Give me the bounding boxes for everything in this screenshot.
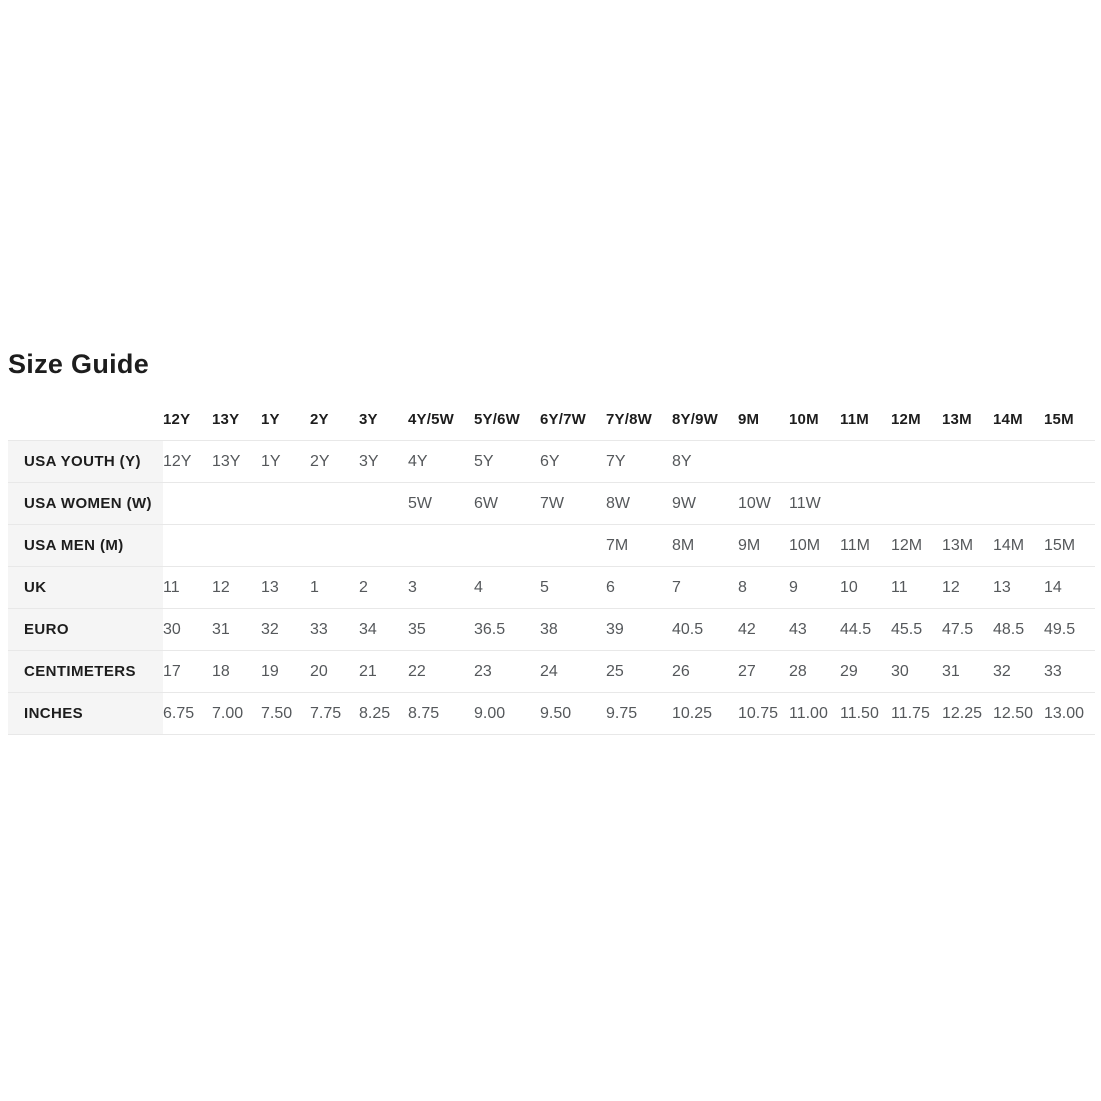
size-cell: 11 — [891, 567, 942, 609]
size-cell: 1 — [310, 567, 359, 609]
size-cell: 8W — [606, 483, 672, 525]
size-cell: 9 — [789, 567, 840, 609]
size-cell: 4 — [474, 567, 540, 609]
size-cell: 11 — [163, 567, 212, 609]
size-cell — [1044, 483, 1095, 525]
size-cell: 6Y — [540, 441, 606, 483]
size-cell: 26 — [672, 651, 738, 693]
column-header: 13M — [942, 399, 993, 441]
size-cell: 6W — [474, 483, 540, 525]
size-cell — [359, 483, 408, 525]
size-cell: 5W — [408, 483, 474, 525]
size-cell: 6 — [606, 567, 672, 609]
size-cell — [408, 525, 474, 567]
size-cell — [738, 441, 789, 483]
table-row — [8, 441, 1095, 483]
header-row — [8, 399, 1095, 441]
size-cell: 15M — [1044, 525, 1095, 567]
size-cell: 11.75 — [891, 693, 942, 735]
row-label: USA WOMEN (W) — [8, 483, 163, 525]
size-cell: 12.50 — [993, 693, 1044, 735]
column-header: 13Y — [212, 399, 261, 441]
column-header: 1Y — [261, 399, 310, 441]
size-cell: 47.5 — [942, 609, 993, 651]
row-label: INCHES — [8, 693, 163, 735]
size-cell: 12 — [942, 567, 993, 609]
size-cell: 45.5 — [891, 609, 942, 651]
size-cell: 42 — [738, 609, 789, 651]
size-cell: 20 — [310, 651, 359, 693]
table-body — [8, 441, 1095, 735]
size-cell: 39 — [606, 609, 672, 651]
size-cell — [163, 525, 212, 567]
column-header: 11M — [840, 399, 891, 441]
column-header: 4Y/5W — [408, 399, 474, 441]
size-cell — [789, 441, 840, 483]
size-cell: 21 — [359, 651, 408, 693]
size-cell: 7M — [606, 525, 672, 567]
size-cell — [891, 483, 942, 525]
corner-cell — [8, 399, 163, 441]
table-row — [8, 693, 1095, 735]
size-guide-table — [8, 399, 1095, 735]
size-cell: 3 — [408, 567, 474, 609]
size-cell: 5Y — [474, 441, 540, 483]
column-header: 7Y/8W — [606, 399, 672, 441]
size-cell: 12.25 — [942, 693, 993, 735]
size-cell: 1Y — [261, 441, 310, 483]
size-cell: 36.5 — [474, 609, 540, 651]
column-header: 5Y/6W — [474, 399, 540, 441]
size-cell: 48.5 — [993, 609, 1044, 651]
size-cell: 33 — [310, 609, 359, 651]
size-cell: 18 — [212, 651, 261, 693]
size-cell: 31 — [212, 609, 261, 651]
size-cell: 9.50 — [540, 693, 606, 735]
column-header: 12Y — [163, 399, 212, 441]
size-cell: 25 — [606, 651, 672, 693]
size-cell: 8.25 — [359, 693, 408, 735]
size-cell — [840, 483, 891, 525]
size-cell: 13 — [993, 567, 1044, 609]
size-cell: 7.75 — [310, 693, 359, 735]
size-cell: 23 — [474, 651, 540, 693]
size-cell: 11M — [840, 525, 891, 567]
size-cell — [163, 483, 212, 525]
size-cell: 12 — [212, 567, 261, 609]
column-header: 2Y — [310, 399, 359, 441]
size-cell — [212, 525, 261, 567]
size-cell — [310, 525, 359, 567]
size-cell: 10 — [840, 567, 891, 609]
size-cell — [212, 483, 261, 525]
size-cell — [942, 483, 993, 525]
size-cell — [261, 483, 310, 525]
size-cell: 32 — [261, 609, 310, 651]
page-title: Size Guide — [8, 349, 150, 379]
size-cell: 38 — [540, 609, 606, 651]
size-cell: 11W — [789, 483, 840, 525]
size-cell — [540, 525, 606, 567]
column-header: 10M — [789, 399, 840, 441]
table-row — [8, 567, 1095, 609]
size-cell — [891, 441, 942, 483]
size-cell: 9.00 — [474, 693, 540, 735]
size-cell: 5 — [540, 567, 606, 609]
size-cell: 12Y — [163, 441, 212, 483]
size-cell: 49.5 — [1044, 609, 1095, 651]
size-cell: 32 — [993, 651, 1044, 693]
table-row — [8, 483, 1095, 525]
size-cell: 24 — [540, 651, 606, 693]
row-label: UK — [8, 567, 163, 609]
size-cell — [474, 525, 540, 567]
size-cell — [359, 525, 408, 567]
size-cell: 17 — [163, 651, 212, 693]
size-cell: 9W — [672, 483, 738, 525]
table-row — [8, 525, 1095, 567]
size-cell: 29 — [840, 651, 891, 693]
size-cell: 43 — [789, 609, 840, 651]
size-cell: 33 — [1044, 651, 1095, 693]
size-cell: 31 — [942, 651, 993, 693]
size-cell: 6.75 — [163, 693, 212, 735]
column-header: 6Y/7W — [540, 399, 606, 441]
size-cell: 30 — [163, 609, 212, 651]
row-label: USA YOUTH (Y) — [8, 441, 163, 483]
row-label: CENTIMETERS — [8, 651, 163, 693]
size-cell: 34 — [359, 609, 408, 651]
size-cell: 13M — [942, 525, 993, 567]
column-header: 9M — [738, 399, 789, 441]
size-cell: 22 — [408, 651, 474, 693]
row-label: USA MEN (M) — [8, 525, 163, 567]
size-cell: 27 — [738, 651, 789, 693]
size-cell: 10.75 — [738, 693, 789, 735]
column-header: 3Y — [359, 399, 408, 441]
size-cell: 7Y — [606, 441, 672, 483]
size-cell: 7W — [540, 483, 606, 525]
size-cell — [1044, 441, 1095, 483]
size-cell: 28 — [789, 651, 840, 693]
size-cell: 2 — [359, 567, 408, 609]
size-cell: 10W — [738, 483, 789, 525]
size-cell: 11.00 — [789, 693, 840, 735]
size-cell: 19 — [261, 651, 310, 693]
column-header: 12M — [891, 399, 942, 441]
size-cell: 13.00 — [1044, 693, 1095, 735]
size-cell: 7 — [672, 567, 738, 609]
size-cell: 2Y — [310, 441, 359, 483]
size-cell: 13Y — [212, 441, 261, 483]
size-cell: 10.25 — [672, 693, 738, 735]
size-cell: 12M — [891, 525, 942, 567]
size-cell: 8Y — [672, 441, 738, 483]
size-cell: 9M — [738, 525, 789, 567]
size-cell: 13 — [261, 567, 310, 609]
size-cell: 4Y — [408, 441, 474, 483]
size-cell: 30 — [891, 651, 942, 693]
column-header: 15M — [1044, 399, 1095, 441]
size-cell — [840, 441, 891, 483]
size-cell: 35 — [408, 609, 474, 651]
size-cell: 9.75 — [606, 693, 672, 735]
size-cell: 7.50 — [261, 693, 310, 735]
table-row — [8, 651, 1095, 693]
table-row — [8, 609, 1095, 651]
size-cell — [261, 525, 310, 567]
size-cell — [993, 441, 1044, 483]
size-cell: 8M — [672, 525, 738, 567]
row-label: EURO — [8, 609, 163, 651]
size-cell: 14M — [993, 525, 1044, 567]
column-header: 14M — [993, 399, 1044, 441]
size-cell: 11.50 — [840, 693, 891, 735]
size-cell: 14 — [1044, 567, 1095, 609]
size-cell: 40.5 — [672, 609, 738, 651]
size-guide-section — [8, 349, 1095, 735]
column-header: 8Y/9W — [672, 399, 738, 441]
size-cell: 8 — [738, 567, 789, 609]
size-cell — [993, 483, 1044, 525]
size-cell: 10M — [789, 525, 840, 567]
size-cell: 8.75 — [408, 693, 474, 735]
size-cell: 3Y — [359, 441, 408, 483]
size-cell: 44.5 — [840, 609, 891, 651]
size-cell: 7.00 — [212, 693, 261, 735]
size-cell — [942, 441, 993, 483]
size-cell — [310, 483, 359, 525]
